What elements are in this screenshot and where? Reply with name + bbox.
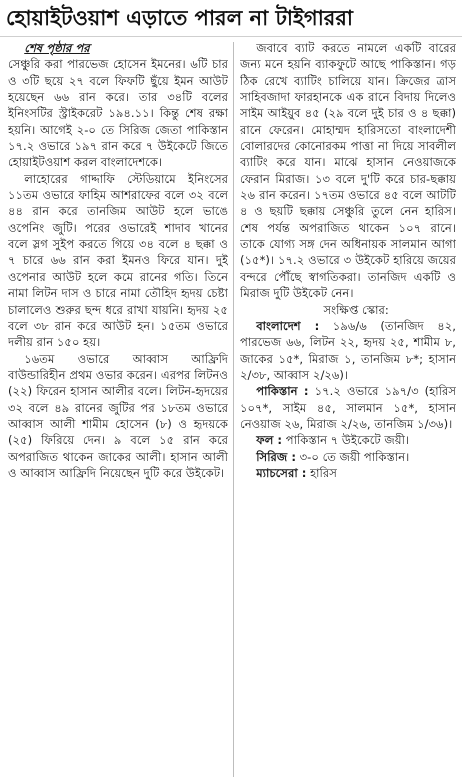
scorecard-man-of-the-match bbox=[240, 465, 456, 481]
scorecard-title: সংক্ষিপ্ত স্কোর: bbox=[323, 302, 389, 317]
article-paragraph: ১৬তম ওভারে আব্বাস আফ্রিদি বাউন্ডারিহীন প্রথম ওভার করেন। এরপর লিটনও (২২) ফিরেন হাসান আলীর বলে। লিটন-হৃদয়ের ৩২ বলে ৪৯ রানের জুটির পর ১৮তম ওভারে আব্বাস আলী শামীম হোসেন (৮) ও হৃদয়কে (২৫) ফিরিয়ে দেন। ৯ বলে ১৫ রান করে অপরাজিত থাকেন জাকের আলী। হাসান আলী ও আব্বাস আফ্রিদি নিয়েছেন দুটি করে উইকেট। bbox=[8, 351, 228, 480]
scorecard-bangladesh bbox=[240, 318, 456, 383]
headline-bar bbox=[0, 0, 462, 37]
scorecard-pakistan bbox=[240, 383, 456, 432]
column-divider bbox=[233, 42, 234, 777]
headline: হোয়াইটওয়াশ এড়াতে পারল না টাইগাররা bbox=[6, 6, 353, 30]
scorecard-pakistan-label: পাকিস্তান : bbox=[256, 384, 309, 399]
scorecard-pakistan-text: ১৭.২ ওভারে ১৯৭/৩ (হারিস ১০৭*, সাইম ৪৫, সালমান ১৫*, হাসান নেওয়াজ ২৬, মিরাজ ২/২৬, তানজিম ১/৩৬)। bbox=[240, 384, 456, 431]
scorecard-bangladesh-text: ১৯৬/৬ (তানজিদ ৪২, পারভেজ ৬৬, লিটন ২২, হৃদয় ২৫, শামীম ৮, জাকের ১৫*, মিরাজ ১, তানজিম ৮*; হাসান ২/৩৮, আব্বাস ২/২৬)। bbox=[240, 318, 456, 382]
scorecard-result-label: ফল : bbox=[256, 433, 283, 448]
scorecard-motm-label: ম্যাচসেরা : bbox=[256, 465, 307, 480]
scorecard-series-label: সিরিজ : bbox=[256, 449, 296, 464]
scorecard-motm-text: হারিস bbox=[306, 465, 337, 480]
scorecard-result-text: পাকিস্তান ৭ উইকেটে জয়ী। bbox=[282, 433, 410, 448]
article-paragraph: জবাবে ব্যাট করতে নামলে একটি বারের জন্য মনে হয়নি ব্যাকফুটে আছে পাকিস্তান। গড় ঠিক রেখে ব্যাটিং চালিয়ে যান। ক্রিজের ত্রাস সাহিবজাদা ফারহানকে এক রানে বিদায় দিলেও সাইম আইয়ুব ৪৫ (২৯ বলে দুই চার ও ৪ ছক্কা) রানে ফেরেন। মোহাম্মদ হারিসতো বাংলাদেশী বোলারদের কোনোরকম পাত্তা না দিয়ে সাবলীল ব্যাটিং করে যান। মাঝে হাসান নেওয়াজকে ফেরান মিরাজ। ১৩ বলে দু'টি করে চার-ছক্কায় ২৬ রান করেন। ১৭তম ওভারে ৪৫ বলে আটটি ৪ ও ছয়টি ছক্কায় সেঞ্চুরি তুলে নেন হারিস। শেষ পর্যন্ত অপরাজিত থাকেন ১০৭ রানে। তাকে যোগ্য সঙ্গ দেন অধিনায়ক সালমান আগা (১৫*)। ১৭.২ ওভারে ৩ উইকেট হারিয়ে জয়ের বন্দরে পৌঁছে স্বাগতিকরা। তানজিদ একটি ও মিরাজ দুটি উইকেট নেন। bbox=[240, 41, 456, 301]
article-paragraph: লাহোরের গাদ্দাফি স্টেডিয়ামে ইনিংসের ১১তম ওভারে ফাহিম আশরাফের বলে ৩২ বলে ৪৪ রান করে তানজিম আউট হলে ভাঙে ওপেনিং জুটি। পরের ওভারেই শাদাব খানের বলে স্লগ সুইপ করতে গিয়ে ৩৪ বলে ৪ ছক্কা ও ৭ চারে ৬৬ রান করা ইমনও ফিরে যান। দুই ওপেনার আউট হলে কমে রানের গতি। তিনে নামা লিটন দাস ও চারে নামা তৌহিদ হৃদয় চেষ্টা চালালেও শুরুর ছন্দ ধরে রাখা যায়নি। হৃদয় ২৫ বলে ৩৮ রান করে আউট হন। ১৫তম ওভারে দলীয় রান ১৫০ হয়। bbox=[8, 171, 228, 350]
scorecard-series bbox=[240, 449, 456, 465]
scorecard-bangladesh-label: বাংলাদেশ : bbox=[256, 318, 320, 333]
continuation-kicker: শেষ পৃষ্ঠার পর bbox=[24, 41, 90, 55]
article-paragraph: সেঞ্চুরি করা পারভেজ হোসেন ইমনের। ৬টি চার ও ৩টি ছয়ে ২৭ বলে ফিফটি ছুঁয়ে ইমন আউট হয়েছেন ৬৬ রান করে। তার ৩৪টি বলের ইনিংসটির স্ট্রাইকরেট ১৯৪.১১। কিন্তু শেষ রক্ষা হয়নি। আগেই ২-০ তে সিরিজ জেতা পাকিস্তান ১৭.২ ওভারে ১৯৭ রান করে ৭ উইকেটে জিতে হোয়াইটওয়াশ করল বাংলাদেশকে। bbox=[8, 57, 228, 170]
article-column-right bbox=[240, 40, 456, 777]
article-column-left bbox=[8, 40, 228, 777]
scorecard-result bbox=[240, 432, 456, 448]
scorecard-series-text: ৩-০ তে জয়ী পাকিস্তান। bbox=[295, 449, 410, 464]
